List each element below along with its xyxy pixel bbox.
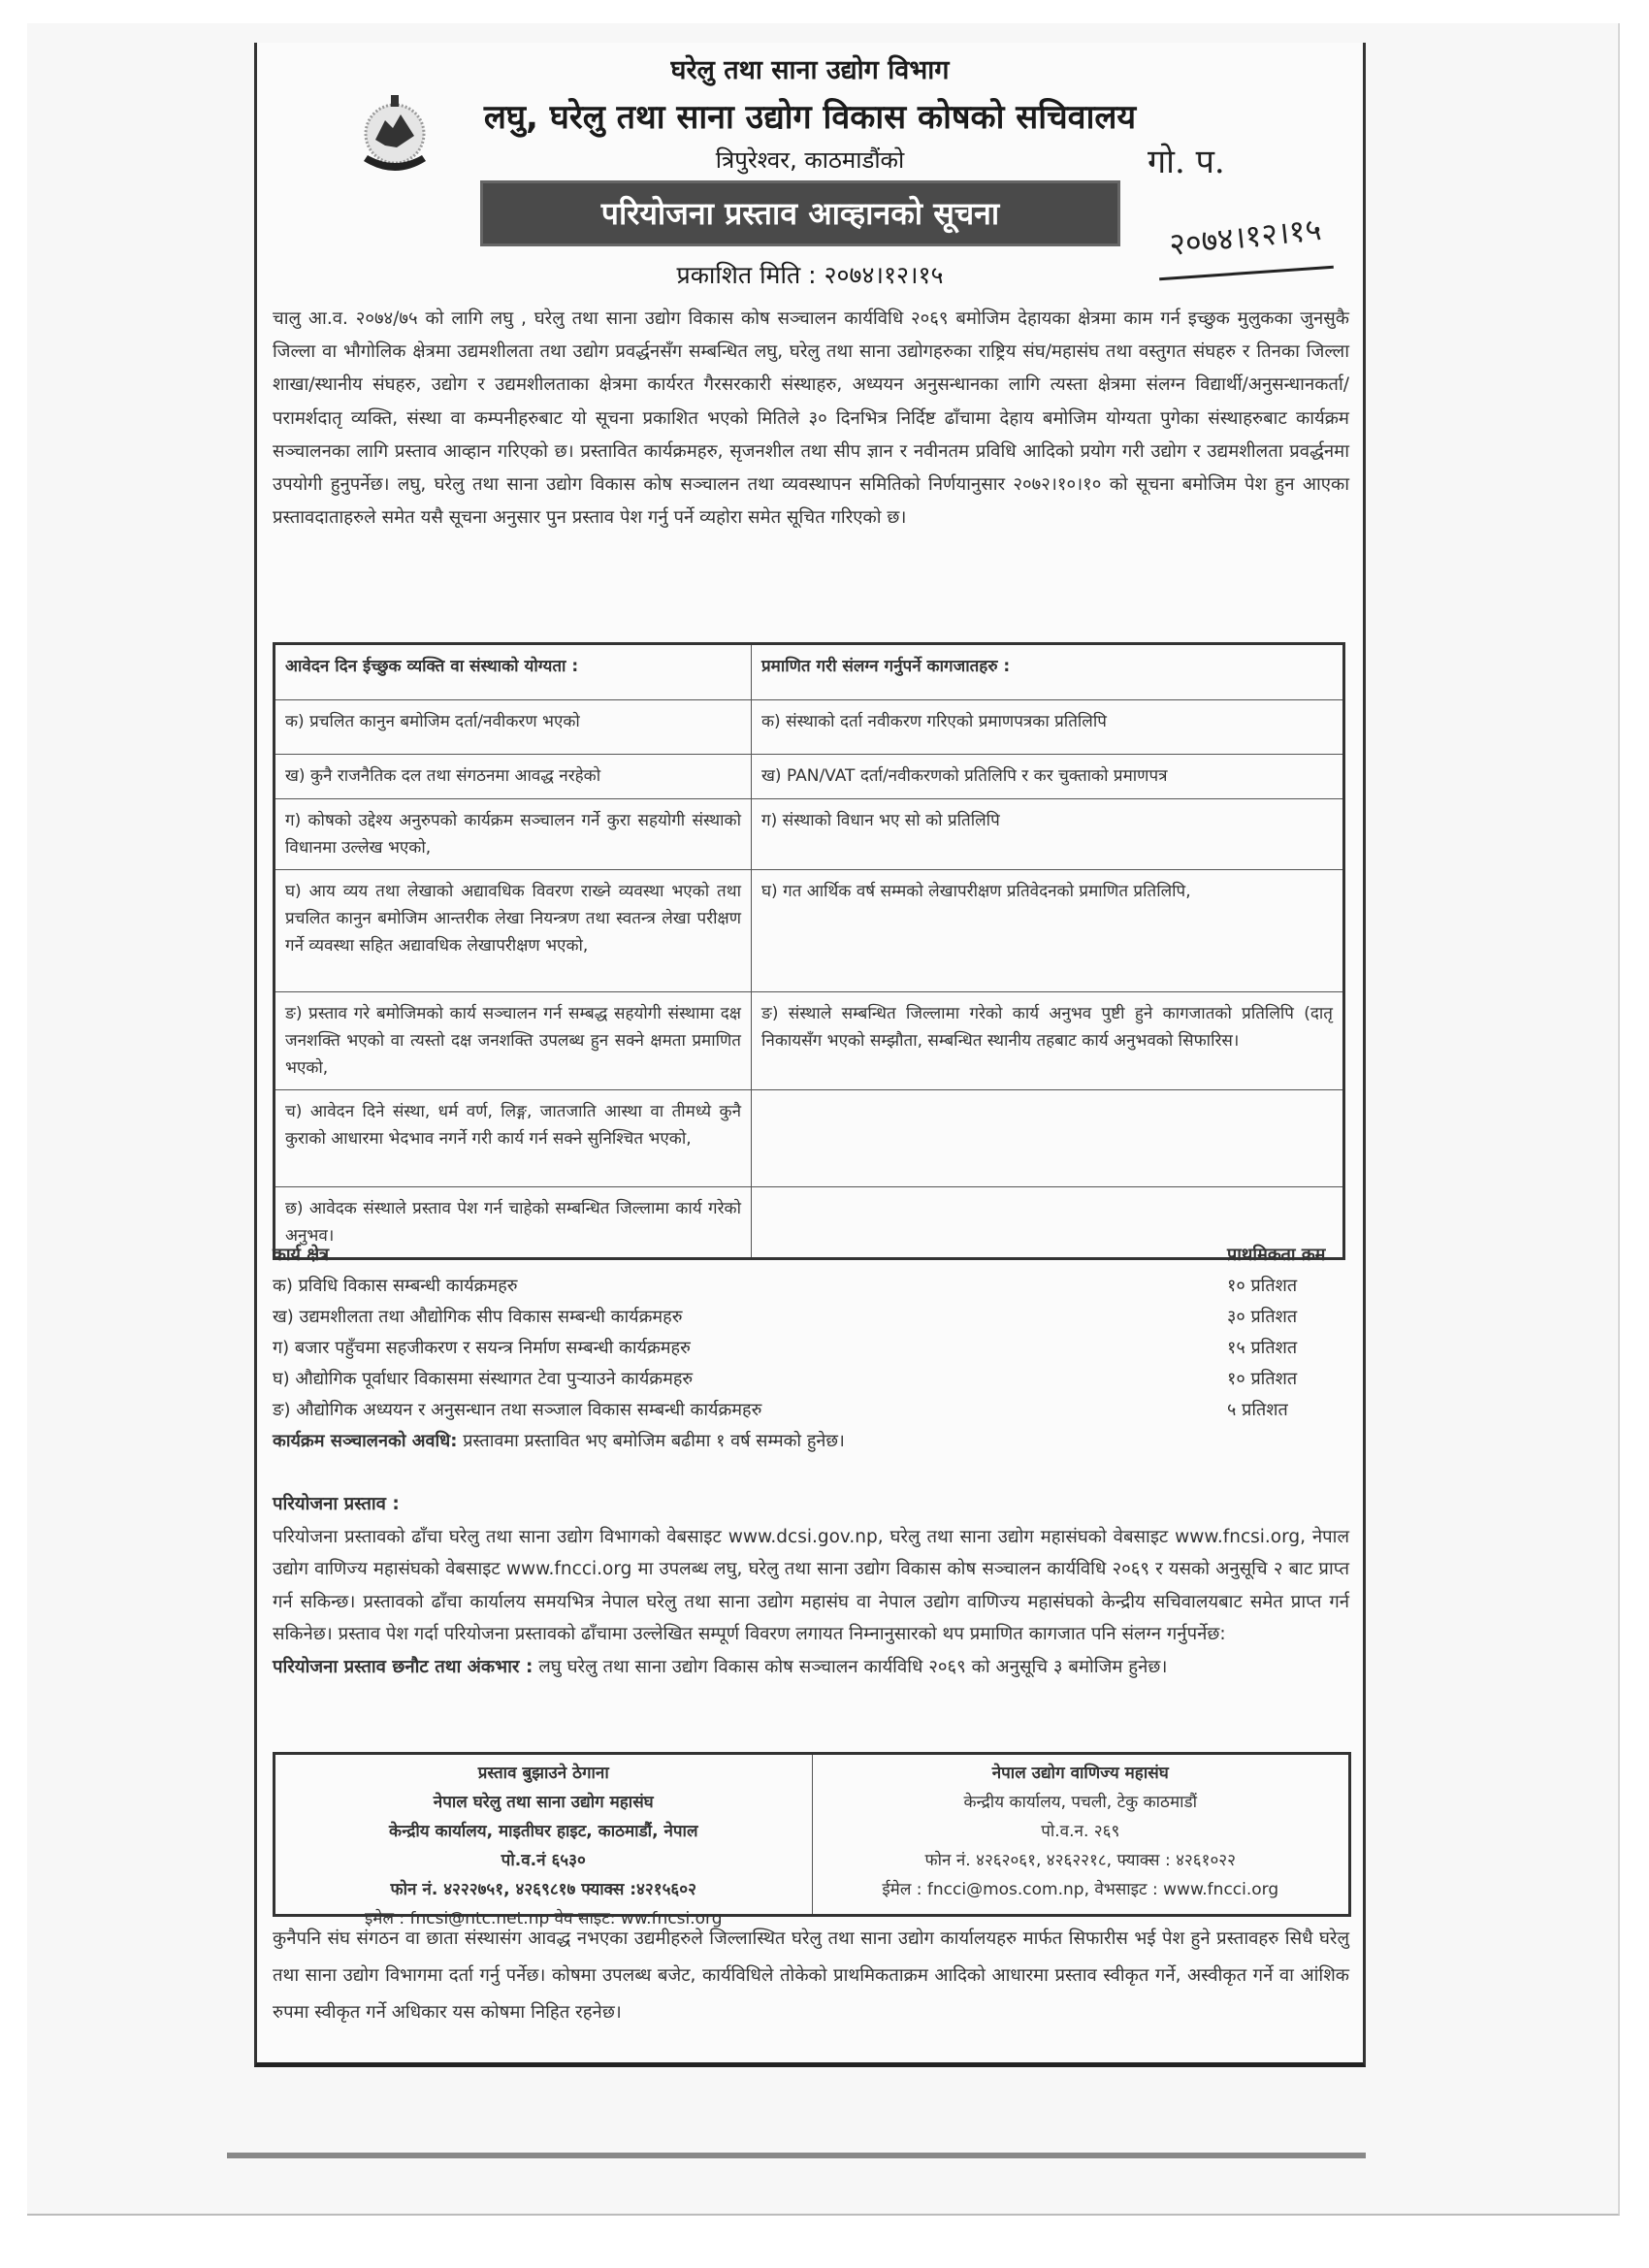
- eligibility-cell: च) आवेदन दिने संस्था, धर्म वर्ण, लिङ्ग, जातजाति आस्था वा तीमध्ये कुनै कुराको आधारमा भेदभाव नगर्ने गरी कार्य गर्न सक्ने सुनिश्चित भएको,: [275, 1090, 752, 1187]
- table-row: [275, 1090, 1344, 1187]
- eligibility-cell: क) प्रचलित कानुन बमोजिम दर्ता/नवीकरण भएको: [275, 700, 752, 755]
- org-address: केन्द्रीय कार्यालय, पचली, टेकु काठमाडौं: [963, 1793, 1198, 1812]
- scanned-page: [27, 23, 1620, 2216]
- handwritten-date: २०७४।१२।१५: [1167, 210, 1323, 264]
- document-cell: ङ) संस्थाले सम्बन्धित जिल्लामा गरेको कार्य अनुभव पुष्टी हुने कागजातको प्रतिलिपि (दातृ निकायसँग भएको सम्झौता, सम्बन्धित स्थानीय तहबाट कार्य अनुभवको सिफारिस।: [752, 992, 1344, 1090]
- duration-text: प्रस्तावमा प्रस्तावित भए बमोजिम बढीमा १ वर्ष सम्मको हुनेछ।: [463, 1431, 845, 1451]
- sector-priority: १० प्रतिशत: [1227, 1369, 1298, 1389]
- sector-label: क) प्रविधि विकास सम्बन्धी कार्यक्रमहरु: [273, 1276, 518, 1296]
- contact-boxes: [273, 1752, 1351, 1928]
- phone-fax: फोन नं. ४२६२०६१, ४२६२२१८, फ्याक्स : ४२६१०२२: [924, 1851, 1236, 1870]
- email-website: ईमेल : fncci@mos.com.np, वेभसाइट : www.fncci.org: [882, 1880, 1279, 1899]
- sector-label: घ) औद्योगिक पूर्वाधार विकासमा संस्थागत टेवा पुर्‍याउने कार्यक्रमहरु: [273, 1369, 694, 1389]
- sector-priority: १५ प्रतिशत: [1227, 1338, 1298, 1358]
- duration-label: कार्यक्रम सञ्चालनको अवधि:: [273, 1431, 458, 1451]
- org-name: नेपाल घरेलु तथा साना उद्योग महासंघ: [433, 1793, 654, 1812]
- eligibility-cell: ग) कोषको उद्देश्य अनुरुपको कार्यक्रम सञ्चालन गर्ने कुरा सहयोगी संस्थाको विधानमा उल्लेख भएको,: [275, 799, 752, 870]
- eligibility-cell: ङ) प्रस्ताव गरे बमोजिमको कार्य सञ्चालन गर्न सम्बद्ध सहयोगी संस्थामा दक्ष जनशक्ति भएको वा त्यस्तो दक्ष जनशक्ति उपलब्ध हुन सक्ने क्षमता प्रमाणित भएको,: [275, 992, 752, 1090]
- priority-header: प्राथमिकता क्रम: [1227, 1245, 1326, 1265]
- document-cell: ख) PAN/VAT दर्ता/नवीकरणको प्रतिलिपि र कर चुक्ताको प्रमाणपत्र: [752, 755, 1344, 799]
- eligibility-cell: छ) आवेदक संस्थाले प्रस्ताव पेश गर्न चाहेको सम्बन्धित जिल्लामा कार्य गरेको अनुभव।: [275, 1187, 752, 1259]
- selection-label: परियोजना प्रस्ताव छनौट तथा अंकभार :: [273, 1656, 534, 1677]
- sector-priority: ५ प्रतिशत: [1227, 1400, 1288, 1420]
- document-cell: [752, 1090, 1344, 1187]
- list-item: [273, 1271, 1343, 1302]
- sector-label: ख) उद्यमशीलता तथा औद्योगिक सीप विकास सम्बन्धी कार्यक्रमहरु: [273, 1307, 683, 1327]
- eligibility-table: [273, 642, 1345, 1260]
- handwritten-note: गो. प.: [1148, 143, 1225, 181]
- eligibility-header: आवेदन दिन ईच्छुक व्यक्ति वा संस्थाको योग्यता :: [275, 644, 752, 700]
- contact-box-fncsi: [275, 1755, 812, 1928]
- notice-frame: [254, 43, 1366, 2067]
- list-item: [273, 1302, 1343, 1333]
- work-sectors: [273, 1240, 1343, 1457]
- list-item: [273, 1395, 1343, 1426]
- notice-title: परियोजना प्रस्ताव आव्हानको सूचना: [480, 180, 1120, 246]
- list-item: [273, 1364, 1343, 1395]
- po-box: पो.व.न. २६९: [1041, 1822, 1120, 1841]
- department-name: घरेलु तथा साना उद्योग विभाग: [670, 55, 950, 85]
- org-address: केन्द्रीय कार्यालय, माइतीघर हाइट, काठमाडौं, नेपाल: [389, 1822, 698, 1841]
- sector-label: ङ) औद्योगिक अध्ययन र अनुसन्धान तथा सञ्जाल विकास सम्बन्धी कार्यक्रमहरु: [273, 1400, 762, 1420]
- sector-header-row: [273, 1240, 1343, 1271]
- org-name: नेपाल उद्योग वाणिज्य महासंघ: [991, 1764, 1169, 1783]
- table-row: [275, 799, 1344, 870]
- sector-priority: १० प्रतिशत: [1227, 1276, 1298, 1296]
- project-proposal-heading: परियोजना प्रस्ताव :: [273, 1494, 400, 1514]
- document-cell: क) संस्थाको दर्ता नवीकरण गरिएको प्रमाणपत्रका प्रतिलिपि: [752, 700, 1344, 755]
- table-row: [275, 870, 1344, 992]
- office-name: लघु, घरेलु तथा साना उद्योग विकास कोषको सचिवालय: [483, 98, 1137, 137]
- intro-paragraph: चालु आ.व. २०७४/७५ को लागि लघु , घरेलु तथा साना उद्योग विकास कोष सञ्चालन कार्यविधि २०६९ बमोजिम देहायका क्षेत्रमा काम गर्न इच्छुक मुलुकका जुनसुकै जिल्ला वा भौगोलिक क्षेत्रमा उद्यमशीलता तथा उद्योग प्रवर्द्धनसँग सम्बन्धित लघु, घरेलु तथा साना उद्योगहरुका राष्ट्रिय संघ/महासंघ तथा वस्तुगत संघहरु र तिनका जिल्ला शाखा/स्थानीय संघहरु, उद्योग र उद्यमशीलताका क्षेत्रमा कार्यरत गैरसरकारी संस्थाहरु, अध्ययन अनुसन्धानका लागि त्यस्ता क्षेत्रमा संलग्न विद्यार्थी/अनुसन्धानकर्ता/परामर्शदातृ व्यक्ति, संस्था वा कम्पनीहरुबाट यो सूचना प्रकाशित भएको मितिले ३० दिनभित्र निर्दिष्ट ढाँचामा देहाय बमोजिम योग्यता पुगेका संस्थाहरुबाट कार्यक्रम सञ्चालनका लागि प्रस्ताव आव्हान गरिएको छ। प्रस्तावित कार्यक्रमहरु, सृजनशील तथा सीप ज्ञान र नवीनतम प्रविधि आदिको प्रयोग गरी उद्योग र उद्यमशीलता प्रवर्द्धनमा उपयोगी हुनुपर्नेछ। लघु, घरेलु तथा साना उद्योग विकास कोष सञ्चालन तथा व्यवस्थापन समितिको निर्णयानुसार २०७२।१०।१० को सूचना बमोजिम पेश हुन आएका प्रस्तावदाताहरुले समेत यसै सूचना अनुसार पुन प्रस्ताव पेश गर्नु पर्ने व्यहोरा समेत सूचित गरिएको छ।: [273, 308, 1349, 529]
- project-proposal-section: [273, 1488, 1349, 1683]
- selection-row: [273, 1651, 1349, 1684]
- notice-header: [257, 43, 1363, 289]
- sector-header: कार्य क्षेत्र: [273, 1245, 330, 1265]
- phone-fax: फोन नं. ४२२२७५१, ४२६९८१७ फ्याक्स :४२१५६०२: [390, 1880, 696, 1899]
- table-row: [275, 755, 1344, 799]
- list-item: [273, 1333, 1343, 1364]
- email-website: इमेल : fncsi@ntc.net.np वेव साइट: ww.fncsi.org: [364, 1909, 723, 1928]
- document-cell: ग) संस्थाको विधान भए सो को प्रतिलिपि: [752, 799, 1344, 870]
- eligibility-cell: ख) कुनै राजनैतिक दल तथा संगठनमा आवद्ध नरहेको: [275, 755, 752, 799]
- selection-text: लघु घरेलु तथा साना उद्योग विकास कोष सञ्चालन कार्यविधि २०६९ को अनुसूचि ३ बमोजिम हुनेछ।: [538, 1656, 1168, 1677]
- office-location: त्रिपुरेश्वर, काठमाडौंको: [715, 146, 905, 174]
- documents-header: प्रमाणित गरी संलग्न गर्नुपर्ने कागजातहरु :: [752, 644, 1344, 700]
- closing-paragraph: कुनैपनि संघ संगठन वा छाता संस्थासंग आवद्ध नभएका उद्यमीहरुले जिल्लास्थित घरेलु तथा साना उद्योग कार्यालयहरु मार्फत सिफारीस भई पेश हुने प्रस्तावहरु सिधै घरेलु तथा साना उद्योग विभागमा दर्ता गर्नु पर्नेछ। कोषमा उपलब्ध बजेट, कार्यविधिले तोकेको प्राथमिकताक्रम आदिको आधारमा प्रस्ताव स्वीकृत गर्ने, अस्वीकृत गर्ने वा आंशिक रुपमा स्वीकृत गर्ने अधिकार यस कोषमा निहित रहनेछ।: [273, 1928, 1349, 2023]
- table-header-row: [275, 644, 1344, 700]
- project-proposal-body: परियोजना प्रस्तावको ढाँचा घरेलु तथा साना उद्योग विभागको वेबसाइट www.dcsi.gov.np, घरेलु तथा साना उद्योग महासंघको वेबसाइट www.fncsi.org, नेपाल उद्योग वाणिज्य महासंघको वेबसाइट www.fncci.org मा उपलब्ध लघु, घरेलु तथा साना उद्योग विकास कोष सञ्चालन कार्यविधि २०६९ र यसको अनुसूचि २ बाट प्राप्त गर्न सकिन्छ। प्रस्तावको ढाँचा कार्यालय समयभित्र नेपाल घरेलु तथा साना उद्योग महासंघ वा नेपाल उद्योग वाणिज्य महासंघको केन्द्रीय सचिवालयबाट समेत प्राप्त गर्न सकिनेछ। प्रस्ताव पेश गर्दा परियोजना प्रस्तावको ढाँचामा उल्लेखित सम्पूर्ण विवरण लगायत निम्नानुसारको थप प्रमाणित कागजात पनि संलग्न गर्नुपर्नेछ:: [273, 1526, 1349, 1644]
- sector-label: ग) बजार पहुँचमा सहजीकरण र सयन्त्र निर्माण सम्बन्धी कार्यक्रमहरु: [273, 1338, 691, 1358]
- bottom-divider: [227, 2153, 1366, 2158]
- published-date: प्रकाशित मिति : २०७४।१२।१५: [676, 261, 944, 289]
- sector-priority: ३० प्रतिशत: [1227, 1307, 1298, 1327]
- contact-box-fncci: [812, 1755, 1349, 1914]
- po-box: पो.व.नं ६५३०: [501, 1851, 586, 1870]
- document-cell: घ) गत आर्थिक वर्ष सम्मको लेखापरीक्षण प्रतिवेदनको प्रमाणित प्रतिलिपि,: [752, 870, 1344, 992]
- duration-row: [273, 1426, 1343, 1457]
- eligibility-cell: घ) आय व्यय तथा लेखाको अद्यावधिक विवरण राख्ने व्यवस्था भएको तथा प्रचलित कानुन बमोजिम आन्तरीक लेखा नियन्त्रण तथा स्वतन्त्र लेखा परीक्षण गर्ने व्यवस्था सहित अद्यावधिक लेखापरीक्षण भएको,: [275, 870, 752, 992]
- table-row: [275, 700, 1344, 755]
- table-row: [275, 992, 1344, 1090]
- submission-address-title: प्रस्ताव बुझाउने ठेगाना: [477, 1764, 609, 1783]
